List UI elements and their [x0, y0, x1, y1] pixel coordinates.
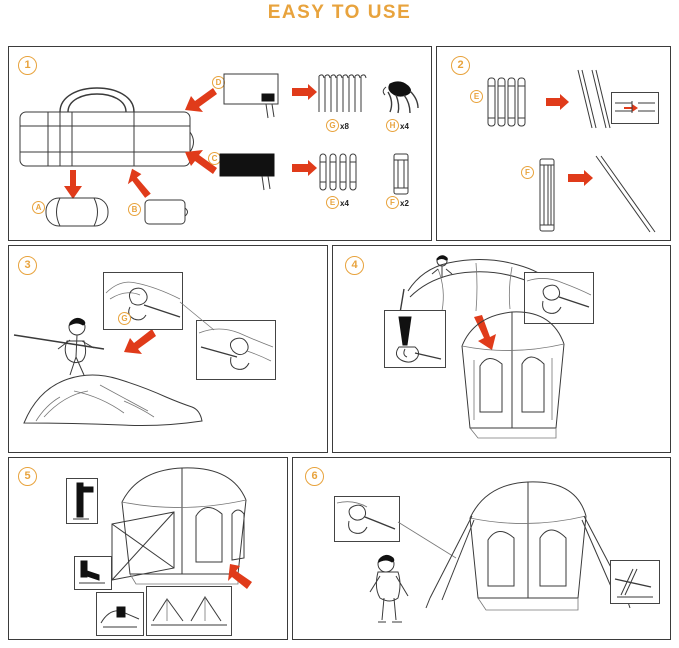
part-badge-b: B	[128, 203, 141, 216]
panel4-tent-frame	[452, 300, 577, 448]
arrow-c-to-e	[292, 160, 318, 176]
panel2-pole-bundle	[484, 72, 534, 134]
panel5-detail-inset-bottom-left	[96, 592, 144, 636]
part-badge-g: G	[326, 119, 339, 132]
step-badge-1: 1	[18, 56, 37, 75]
part-e-qty: x4	[340, 199, 349, 208]
panel2-extended-pole	[588, 152, 658, 236]
part-badge-c: C	[208, 152, 221, 165]
part-d-illustration	[222, 72, 284, 120]
part-g-stakes	[316, 72, 372, 120]
panel2-part-badge-e: E	[470, 90, 483, 103]
step-badge-2: 2	[451, 56, 470, 75]
panel2-part-badge-f: F	[521, 166, 534, 179]
panel3-arrow	[122, 326, 158, 356]
part-h-rope	[380, 78, 426, 120]
panel6-person-staking	[356, 552, 426, 632]
part-badge-a: A	[32, 201, 45, 214]
step-badge-5: 5	[18, 467, 37, 486]
step-badge-6: 6	[305, 467, 324, 486]
panel2-join-detail-inset	[611, 92, 659, 124]
part-h-qty: x4	[400, 122, 409, 131]
panel6-tent-pitched	[424, 470, 634, 630]
page-title: EASY TO USE	[267, 2, 412, 23]
part-c-illustration	[218, 150, 282, 194]
part-a-illustration	[42, 192, 114, 232]
part-badge-h: H	[386, 119, 399, 132]
part-b-illustration	[142, 196, 192, 228]
panel3-inset-connector	[180, 300, 216, 334]
panel2-center-pole	[534, 155, 562, 235]
panel3-detail-inset-1	[103, 272, 183, 330]
arrow-d-to-g	[292, 84, 318, 100]
part-badge-e: E	[326, 196, 339, 209]
carry-bag-illustration	[14, 74, 194, 184]
part-badge-d: D	[212, 76, 225, 89]
part-f-center-pole	[386, 150, 422, 198]
panel4-detail-inset-left	[384, 310, 446, 368]
panel6-detail-inset-right	[610, 560, 660, 604]
panel3-badge-g: G	[118, 312, 131, 325]
panel5-detail-inset-mid	[74, 556, 112, 590]
arrow-panel2-assemble	[546, 94, 570, 110]
panel5-arrow	[228, 562, 256, 592]
arrow-to-d	[185, 86, 219, 114]
panel5-detail-inset-top	[66, 478, 98, 524]
part-e-poles	[316, 150, 376, 198]
part-f-qty: x2	[400, 199, 409, 208]
step-badge-4: 4	[345, 256, 364, 275]
step-badge-3: 3	[18, 256, 37, 275]
panel5-detail-inset-bottom-right	[146, 586, 232, 636]
panel6-detail-inset-left	[334, 496, 400, 542]
part-g-qty: x8	[340, 122, 349, 131]
part-badge-f: F	[386, 196, 399, 209]
